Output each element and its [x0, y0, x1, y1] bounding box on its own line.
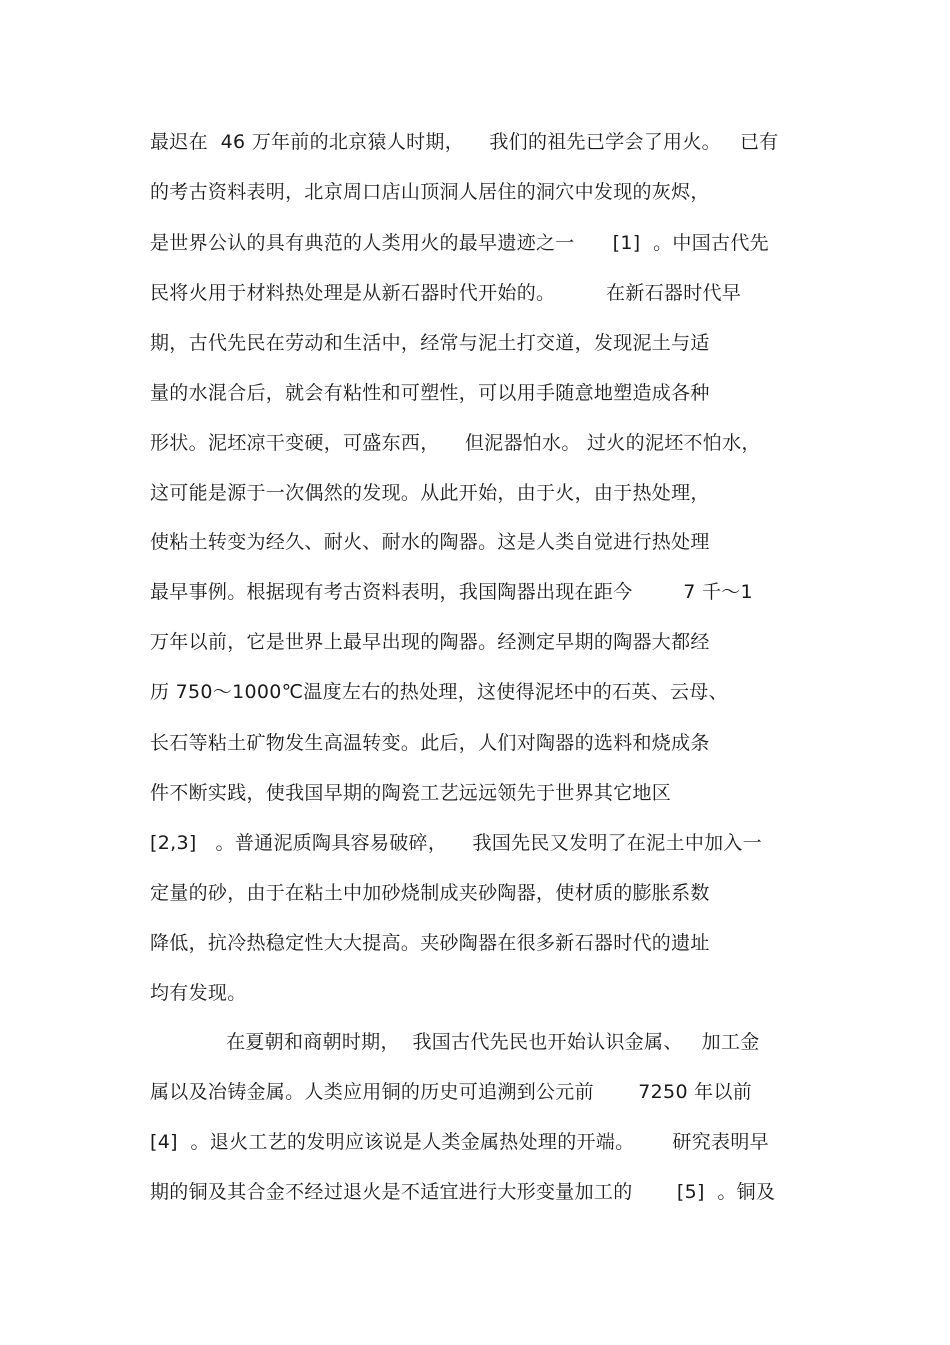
- text-line-9: 使粘土转变为经久、耐火、耐水的陶器。这是人类自觉进行热处理: [150, 531, 710, 553]
- text-line-7: 形状。泥坯凉干变硬，可盛东西， 但泥器怕水。 过火的泥坯不怕水，: [150, 432, 761, 454]
- text-line-11: 万年以前，它是世界上最早出现的陶器。经测定早期的陶器大都经: [150, 631, 710, 653]
- text-line-8: 这可能是源于一次偶然的发现。从此开始，由于火，由于热处理，: [150, 482, 710, 504]
- text-line-16: 定量的砂，由于在粘土中加砂烧制成夹砂陶器，使材质的膨胀系数: [150, 882, 710, 904]
- text-line-13: 长石等粘土矿物发生高温转变。此后，人们对陶器的选料和烧成条: [150, 732, 710, 754]
- text-line-12: 历 750～1000℃温度左右的热处理，这使得泥坯中的石英、云母、: [150, 681, 728, 703]
- text-line-5: 期，古代先民在劳动和生活中，经常与泥土打交道，发现泥土与适: [150, 332, 710, 354]
- text-line-15: [2,3] 。普通泥质陶具容易破碎， 我国先民又发明了在泥土中加入一: [150, 832, 763, 854]
- text-line-10: 最早事例。根据现有考古资料表明，我国陶器出现在距今 7 千～1: [150, 581, 753, 603]
- text-line-18: 均有发现。: [150, 982, 247, 1004]
- text-line-1: 最迟在 46 万年前的北京猿人时期， 我们的祖先已学会了用火。 已有: [150, 131, 779, 153]
- text-line-3: 是世界公认的具有典范的人类用火的最早遗迹之一 [1] 。中国古代先: [150, 232, 769, 254]
- text-line-4: 民将火用于材料热处理是从新石器时代开始的。 在新石器时代早: [150, 282, 742, 304]
- text-line-22: 期的铜及其合金不经过退火是不适宜进行大形变量加工的 [5] 。铜及: [150, 1181, 776, 1203]
- text-line-6: 量的水混合后，就会有粘性和可塑性，可以用手随意地塑造成各种: [150, 382, 710, 404]
- text-line-21: [4] 。退火工艺的发明应该说是人类金属热处理的开端。 研究表明早: [150, 1131, 769, 1153]
- text-line-20: 属以及冶铸金属。人类应用铜的历史可追溯到公元前 7250 年以前: [150, 1081, 753, 1103]
- text-line-2: 的考古资料表明，北京周口店山顶洞人居住的洞穴中发现的灰烬，: [150, 181, 710, 203]
- text-line-19: 在夏朝和商朝时期， 我国古代先民也开始认识金属、 加工金: [150, 1031, 760, 1053]
- text-line-14: 件不断实践，使我国早期的陶瓷工艺远远领先于世界其它地区: [150, 782, 672, 804]
- text-line-17: 降低，抗冷热稳定性大大提高。夹砂陶器在很多新石器时代的遗址: [150, 932, 710, 954]
